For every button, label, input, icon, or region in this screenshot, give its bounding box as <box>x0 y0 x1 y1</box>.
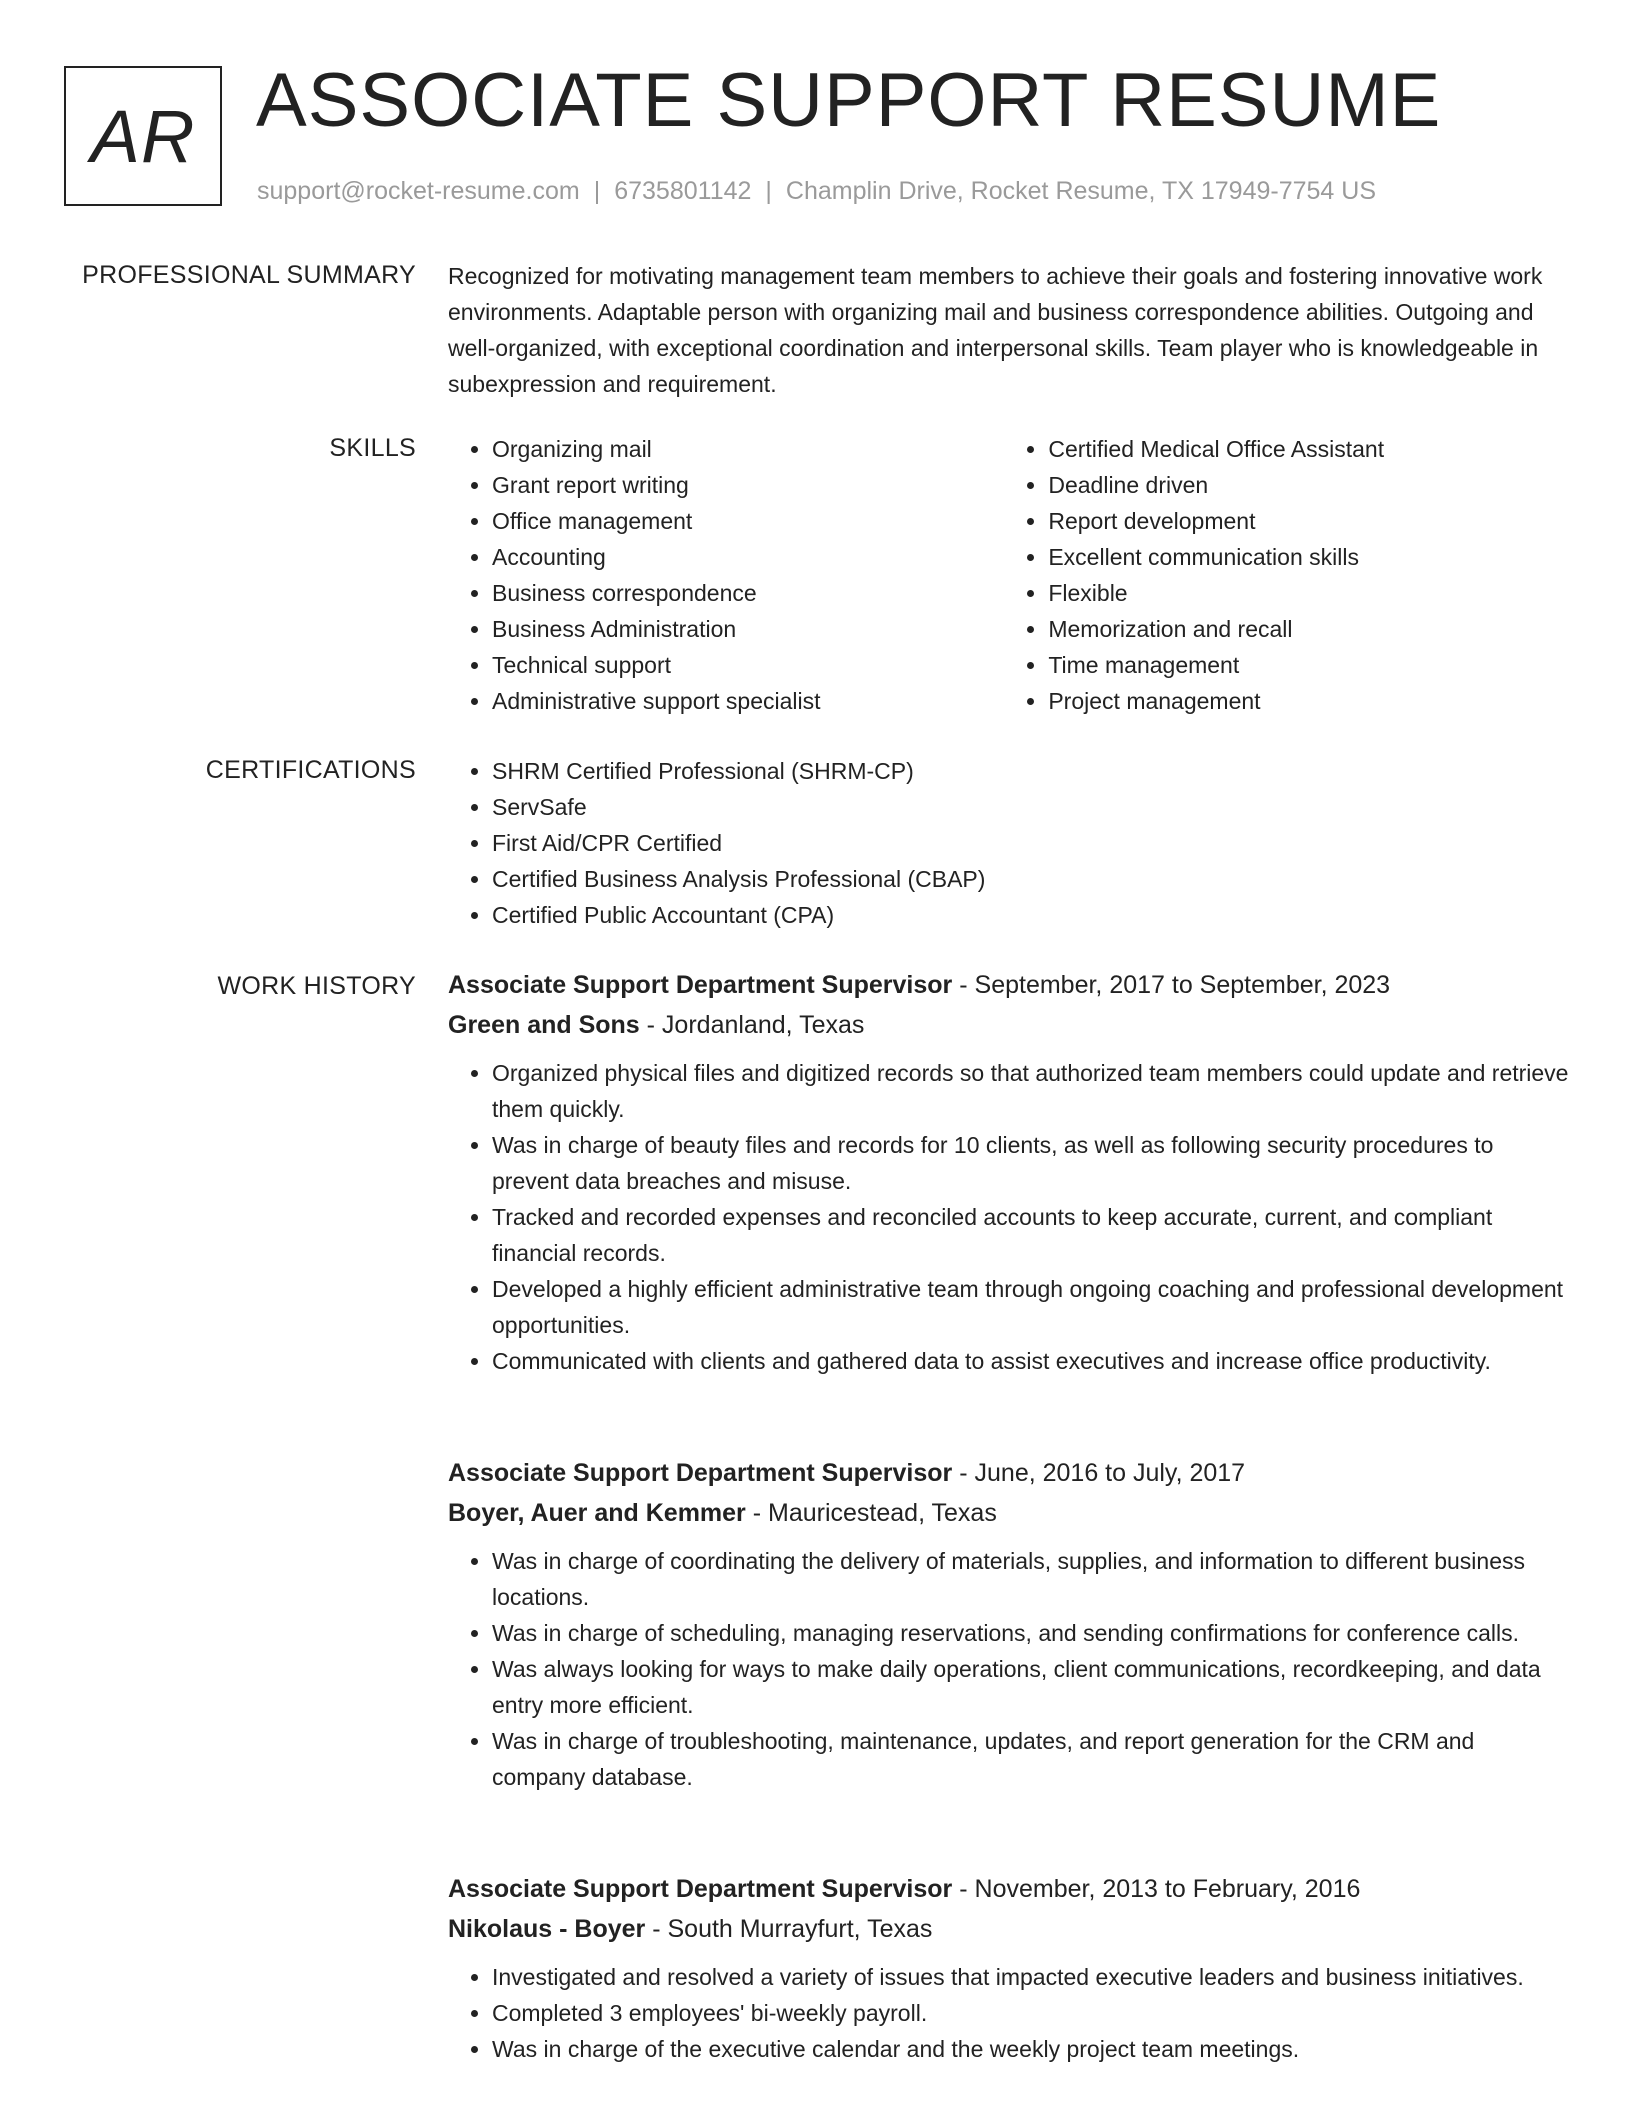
summary-body <box>448 258 1570 402</box>
skill-item: • Organizing mail <box>492 431 1004 467</box>
contact-email: support@rocket-resume.com <box>257 177 580 205</box>
contact-address: Champlin Drive, Rocket Resume, TX 17949-7754 US <box>785 177 1376 205</box>
job-company-line <box>448 1909 1570 1949</box>
contact-phone: 6735801142 <box>614 177 752 205</box>
skill-item: • Excellent communication skills <box>1048 539 1570 575</box>
summary-label: PROFESSIONAL SUMMARY <box>82 261 416 289</box>
job-duty-item: • Organized physical files and digitized records so that authorized team members could update and retrieve them quickly. <box>492 1055 1570 1127</box>
skill-item: • Flexible <box>1048 575 1570 611</box>
job-duties-list <box>448 1959 1570 2067</box>
monogram-initials: AR <box>90 94 196 178</box>
job-location: - South Murrayfurt, Texas <box>645 1915 933 1943</box>
job-dates: - June, 2016 to July, 2017 <box>952 1459 1246 1487</box>
resume-title: ASSOCIATE SUPPORT RESUME <box>256 58 1442 143</box>
job-location: - Mauricestead, Texas <box>745 1499 997 1527</box>
certifications-list <box>448 753 1570 933</box>
job-company: Nikolaus - Boyer <box>448 1915 646 1943</box>
job-company-line <box>448 1005 1570 1045</box>
certification-item: • Certified Business Analysis Professional (CBAP) <box>492 861 1570 897</box>
skill-item: • Office management <box>492 503 1004 539</box>
skills-label: SKILLS <box>329 434 416 462</box>
skill-item: • Technical support <box>492 647 1004 683</box>
skill-item: • Deadline driven <box>1048 467 1570 503</box>
summary-text: Recognized for motivating management team members to achieve their goals and fostering innovative work environments. Adaptable person with organizing mail and business correspondence abilities. Outgoing and well-organized, with exceptional coordination and interpersonal skills. Team player who is knowledgeable in subexpression and requirement. <box>448 263 1543 397</box>
job-company-line <box>448 1493 1570 1533</box>
job-title-line <box>448 965 1570 1005</box>
job-duty-item: • Was in charge of scheduling, managing reservations, and sending confirmations for conference calls. <box>492 1615 1570 1651</box>
job-title-line <box>448 1453 1570 1493</box>
certification-item: • Certified Public Accountant (CPA) <box>492 897 1570 933</box>
job-duty-item: • Was always looking for ways to make daily operations, client communications, recordkeeping, and data entry more efficient. <box>492 1651 1570 1723</box>
job-company: Boyer, Auer and Kemmer <box>448 1499 746 1527</box>
job-entry <box>448 1869 1570 2067</box>
skill-item: • Business Administration <box>492 611 1004 647</box>
job-duty-item: • Tracked and recorded expenses and reconciled accounts to keep accurate, current, and compliant financial records. <box>492 1199 1570 1271</box>
certification-item: • SHRM Certified Professional (SHRM-CP) <box>492 753 1570 789</box>
job-title: Associate Support Department Supervisor <box>448 1875 953 1903</box>
skill-item: • Administrative support specialist <box>492 683 1004 719</box>
certifications-label: CERTIFICATIONS <box>205 756 416 784</box>
certification-item: • First Aid/CPR Certified <box>492 825 1570 861</box>
job-title-line <box>448 1869 1570 1909</box>
job-duty-item: • Developed a highly efficient administrative team through ongoing coaching and professional development opportunities. <box>492 1271 1570 1343</box>
job-dates: - September, 2017 to September, 2023 <box>952 971 1391 999</box>
skill-item: • Memorization and recall <box>1048 611 1570 647</box>
job-dates: - November, 2013 to February, 2016 <box>952 1875 1361 1903</box>
job-duties-list <box>448 1543 1570 1795</box>
contact-line <box>257 176 1376 206</box>
work-history-label: WORK HISTORY <box>217 972 416 1000</box>
job-location: - Jordanland, Texas <box>639 1011 865 1039</box>
certification-item: • ServSafe <box>492 789 1570 825</box>
job-duty-item: • Was in charge of the executive calendar and the weekly project team meetings. <box>492 2031 1570 2067</box>
job-duty-item: • Was in charge of beauty files and records for 10 clients, as well as following security procedures to prevent data breaches and misuse. <box>492 1127 1570 1199</box>
job-duty-item: • Completed 3 employees' bi-weekly payroll. <box>492 1995 1570 2031</box>
job-entry <box>448 1453 1570 1795</box>
certifications-body <box>448 753 1570 933</box>
skill-item: • Business correspondence <box>492 575 1004 611</box>
skills-body <box>448 431 1570 719</box>
job-duty-item: • Investigated and resolved a variety of issues that impacted executive leaders and business initiatives. <box>492 1959 1570 1995</box>
skill-item: • Accounting <box>492 539 1004 575</box>
skills-list-right <box>1004 431 1570 719</box>
skill-item: • Report development <box>1048 503 1570 539</box>
skill-item: • Project management <box>1048 683 1570 719</box>
skills-grid <box>448 431 1570 719</box>
contact-separator: | <box>593 177 601 205</box>
job-entry <box>448 965 1570 1379</box>
contact-separator: | <box>765 177 772 205</box>
skill-item: • Time management <box>1048 647 1570 683</box>
job-company: Green and Sons <box>448 1011 640 1039</box>
job-duty-item: • Communicated with clients and gathered data to assist executives and increase office productivity. <box>492 1343 1570 1379</box>
job-duties-list <box>448 1055 1570 1379</box>
job-title: Associate Support Department Supervisor <box>448 1459 953 1487</box>
job-duty-item: • Was in charge of coordinating the delivery of materials, supplies, and information to different business locations. <box>492 1543 1570 1615</box>
job-title: Associate Support Department Supervisor <box>448 971 953 999</box>
monogram-box <box>64 66 222 206</box>
skill-item: • Grant report writing <box>492 467 1004 503</box>
skill-item: • Certified Medical Office Assistant <box>1048 431 1570 467</box>
job-duty-item: • Was in charge of troubleshooting, maintenance, updates, and report generation for the CRM and company database. <box>492 1723 1570 1795</box>
skills-list-left <box>448 431 1004 719</box>
